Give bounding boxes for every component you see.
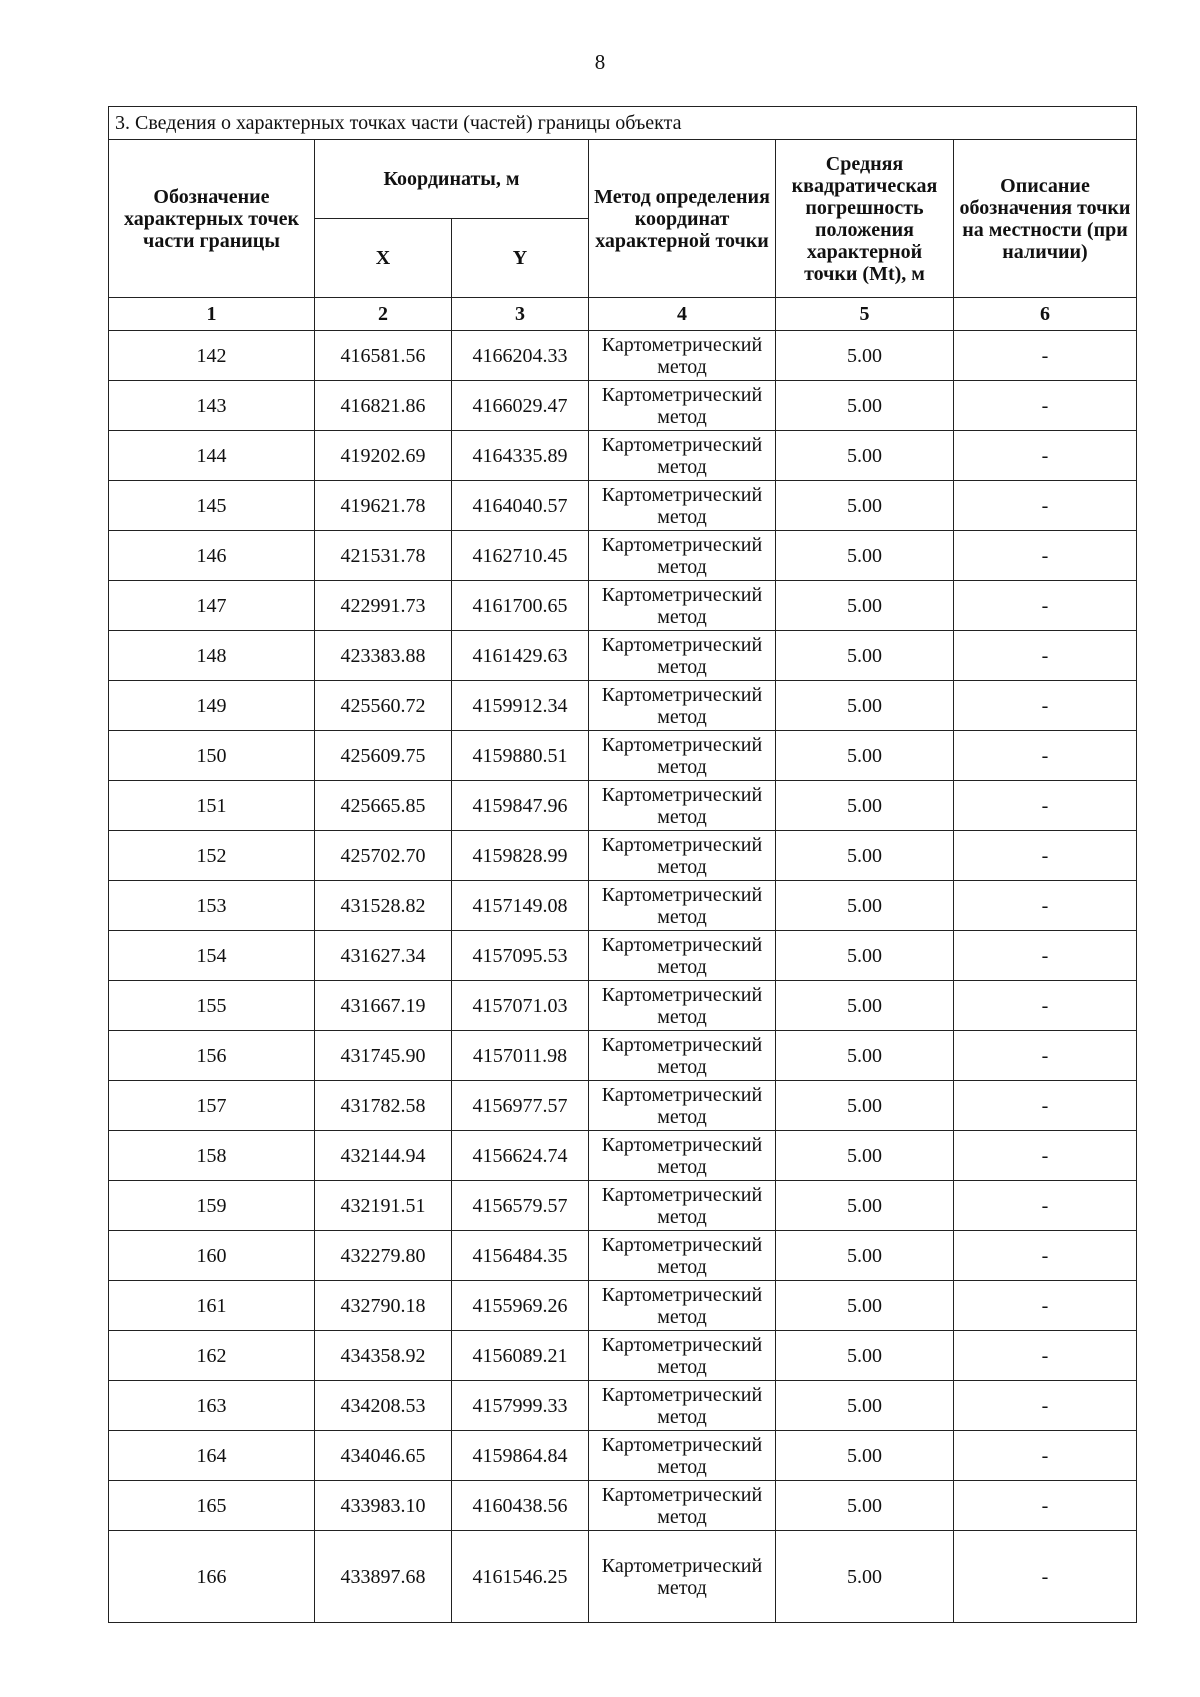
point-description: - <box>954 931 1137 981</box>
point-designation: 165 <box>109 1481 315 1531</box>
point-designation: 149 <box>109 681 315 731</box>
table-row <box>109 531 1137 581</box>
table-row <box>109 331 1137 381</box>
coordinate-y: 4156977.57 <box>452 1081 589 1131</box>
method-line-1: Картометрический <box>601 1554 763 1577</box>
coordinate-y: 4157999.33 <box>452 1381 589 1431</box>
point-description: - <box>954 531 1137 581</box>
method-cell <box>589 1081 776 1131</box>
point-designation: 156 <box>109 1031 315 1081</box>
mean-square-error: 5.00 <box>776 731 954 781</box>
method-line-1: Картометрический <box>601 1433 763 1456</box>
method-line-2: метод <box>657 1205 707 1228</box>
method-line-1: Картометрический <box>601 983 763 1006</box>
coordinate-y: 4156089.21 <box>452 1331 589 1381</box>
method-cell <box>589 1131 776 1181</box>
coordinate-y: 4159880.51 <box>452 731 589 781</box>
table-row <box>109 1031 1137 1081</box>
coordinate-x: 432191.51 <box>315 1181 452 1231</box>
method-cell <box>589 1031 776 1081</box>
method-line-2: метод <box>657 1055 707 1078</box>
method-line-2: метод <box>657 1405 707 1428</box>
point-description: - <box>954 881 1137 931</box>
mean-square-error: 5.00 <box>776 1081 954 1131</box>
coordinate-y: 4157149.08 <box>452 881 589 931</box>
method-line-2: метод <box>657 955 707 978</box>
coordinate-x: 433983.10 <box>315 1481 452 1531</box>
method-line-2: метод <box>657 805 707 828</box>
table-row <box>109 481 1137 531</box>
method-line-1: Картометрический <box>601 1483 763 1506</box>
mean-square-error: 5.00 <box>776 1131 954 1181</box>
method-line-2: метод <box>657 505 707 528</box>
mean-square-error: 5.00 <box>776 581 954 631</box>
method-line-2: метод <box>657 755 707 778</box>
method-line-2: метод <box>657 405 707 428</box>
method-cell <box>589 481 776 531</box>
method-line-1: Картометрический <box>601 1383 763 1406</box>
method-cell <box>589 731 776 781</box>
point-designation: 147 <box>109 581 315 631</box>
coordinate-x: 432790.18 <box>315 1281 452 1331</box>
point-designation: 163 <box>109 1381 315 1431</box>
point-designation: 154 <box>109 931 315 981</box>
coordinate-x: 416581.56 <box>315 331 452 381</box>
coordinate-y: 4157011.98 <box>452 1031 589 1081</box>
coordinate-y: 4161546.25 <box>452 1531 589 1623</box>
mean-square-error: 5.00 <box>776 1231 954 1281</box>
point-description: - <box>954 981 1137 1031</box>
table-row <box>109 1281 1137 1331</box>
coordinate-x: 432144.94 <box>315 1131 452 1181</box>
method-line-1: Картометрический <box>601 1233 763 1256</box>
point-description: - <box>954 1181 1137 1231</box>
point-designation: 151 <box>109 781 315 831</box>
column-number: 2 <box>315 298 452 331</box>
method-line-2: метод <box>657 705 707 728</box>
mean-square-error: 5.00 <box>776 831 954 881</box>
coordinate-x: 431745.90 <box>315 1031 452 1081</box>
method-line-2: метод <box>657 1455 707 1478</box>
table-row <box>109 981 1137 1031</box>
coordinate-y: 4155969.26 <box>452 1281 589 1331</box>
table-row <box>109 731 1137 781</box>
mean-square-error: 5.00 <box>776 531 954 581</box>
point-designation: 152 <box>109 831 315 881</box>
coordinate-y: 4156484.35 <box>452 1231 589 1281</box>
point-designation: 145 <box>109 481 315 531</box>
table-row <box>109 781 1137 831</box>
method-line-2: метод <box>657 1305 707 1328</box>
method-line-2: метод <box>657 355 707 378</box>
table-row <box>109 1181 1137 1231</box>
mean-square-error: 5.00 <box>776 1481 954 1531</box>
table-row <box>109 931 1137 981</box>
method-line-2: метод <box>657 855 707 878</box>
header-description: Описание обозначения точки на местности (при наличии) <box>954 140 1137 298</box>
point-description: - <box>954 1481 1137 1531</box>
point-designation: 161 <box>109 1281 315 1331</box>
mean-square-error: 5.00 <box>776 681 954 731</box>
table-row <box>109 681 1137 731</box>
mean-square-error: 5.00 <box>776 631 954 681</box>
mean-square-error: 5.00 <box>776 1031 954 1081</box>
table-row <box>109 881 1137 931</box>
method-line-1: Картометрический <box>601 383 763 406</box>
table-row <box>109 1531 1137 1623</box>
method-line-2: метод <box>657 1576 707 1599</box>
mean-square-error: 5.00 <box>776 1431 954 1481</box>
method-line-1: Картометрический <box>601 1133 763 1156</box>
mean-square-error: 5.00 <box>776 1281 954 1331</box>
mean-square-error: 5.00 <box>776 1381 954 1431</box>
method-line-1: Картометрический <box>601 433 763 456</box>
method-line-1: Картометрический <box>601 583 763 606</box>
coordinate-x: 425609.75 <box>315 731 452 781</box>
method-cell <box>589 781 776 831</box>
method-cell <box>589 1331 776 1381</box>
point-designation: 155 <box>109 981 315 1031</box>
method-line-1: Картометрический <box>601 333 763 356</box>
method-line-1: Картометрический <box>601 1033 763 1056</box>
column-number-row <box>109 298 1137 331</box>
mean-square-error: 5.00 <box>776 1181 954 1231</box>
coordinate-y: 4164335.89 <box>452 431 589 481</box>
method-line-2: метод <box>657 605 707 628</box>
coordinate-x: 431782.58 <box>315 1081 452 1131</box>
coordinate-y: 4159828.99 <box>452 831 589 881</box>
table-row <box>109 381 1137 431</box>
point-designation: 148 <box>109 631 315 681</box>
point-description: - <box>954 1281 1137 1331</box>
coordinate-y: 4160438.56 <box>452 1481 589 1531</box>
method-line-1: Картометрический <box>601 733 763 756</box>
table-row <box>109 1331 1137 1381</box>
method-line-2: метод <box>657 1505 707 1528</box>
coordinate-x: 434358.92 <box>315 1331 452 1381</box>
method-line-1: Картометрический <box>601 1333 763 1356</box>
coordinate-x: 425665.85 <box>315 781 452 831</box>
coordinate-x: 425702.70 <box>315 831 452 881</box>
coordinate-y: 4159864.84 <box>452 1431 589 1481</box>
method-cell <box>589 1231 776 1281</box>
method-cell <box>589 981 776 1031</box>
coordinate-y: 4159912.34 <box>452 681 589 731</box>
method-line-2: метод <box>657 1355 707 1378</box>
coordinate-x: 434208.53 <box>315 1381 452 1431</box>
table-row <box>109 831 1137 881</box>
header-error: Средняя квадратическая погрешность положения характерной точки (Mt), м <box>776 140 954 298</box>
method-cell <box>589 881 776 931</box>
table-row <box>109 1481 1137 1531</box>
coordinate-x: 431627.34 <box>315 931 452 981</box>
header-method: Метод определения координат характерной точки <box>589 140 776 298</box>
method-cell <box>589 1381 776 1431</box>
table-row <box>109 1081 1137 1131</box>
header-x: X <box>315 219 452 298</box>
method-cell <box>589 1281 776 1331</box>
point-description: - <box>954 1031 1137 1081</box>
point-description: - <box>954 1081 1137 1131</box>
coordinate-x: 425560.72 <box>315 681 452 731</box>
point-designation: 166 <box>109 1531 315 1623</box>
coordinate-x: 419202.69 <box>315 431 452 481</box>
mean-square-error: 5.00 <box>776 431 954 481</box>
coordinate-x: 422991.73 <box>315 581 452 631</box>
point-designation: 162 <box>109 1331 315 1381</box>
column-number: 3 <box>452 298 589 331</box>
table-row <box>109 1231 1137 1281</box>
page-number: 8 <box>594 50 606 74</box>
method-line-2: метод <box>657 655 707 678</box>
coordinate-y: 4161429.63 <box>452 631 589 681</box>
method-cell <box>589 1531 776 1623</box>
point-description: - <box>954 431 1137 481</box>
points-table <box>108 106 1137 1623</box>
point-description: - <box>954 1531 1137 1623</box>
method-line-1: Картометрический <box>601 683 763 706</box>
coordinate-x: 419621.78 <box>315 481 452 531</box>
coordinate-x: 431667.19 <box>315 981 452 1031</box>
method-line-1: Картометрический <box>601 783 763 806</box>
method-line-1: Картометрический <box>601 533 763 556</box>
method-cell <box>589 331 776 381</box>
coordinate-y: 4156624.74 <box>452 1131 589 1181</box>
method-line-1: Картометрический <box>601 933 763 956</box>
mean-square-error: 5.00 <box>776 981 954 1031</box>
point-designation: 153 <box>109 881 315 931</box>
point-designation: 160 <box>109 1231 315 1281</box>
method-line-2: метод <box>657 455 707 478</box>
point-description: - <box>954 681 1137 731</box>
method-line-1: Картометрический <box>601 1283 763 1306</box>
method-line-2: метод <box>657 1155 707 1178</box>
point-designation: 159 <box>109 1181 315 1231</box>
mean-square-error: 5.00 <box>776 931 954 981</box>
coordinate-y: 4157095.53 <box>452 931 589 981</box>
point-designation: 143 <box>109 381 315 431</box>
point-description: - <box>954 631 1137 681</box>
point-description: - <box>954 1231 1137 1281</box>
method-line-2: метод <box>657 1255 707 1278</box>
method-line-1: Картометрический <box>601 633 763 656</box>
table-row <box>109 1431 1137 1481</box>
coordinate-x: 433897.68 <box>315 1531 452 1623</box>
point-description: - <box>954 481 1137 531</box>
coordinate-y: 4157071.03 <box>452 981 589 1031</box>
header-designation: Обозначение характерных точек части границы <box>109 140 315 298</box>
mean-square-error: 5.00 <box>776 1531 954 1623</box>
coordinate-x: 431528.82 <box>315 881 452 931</box>
coordinate-x: 434046.65 <box>315 1431 452 1481</box>
point-description: - <box>954 1431 1137 1481</box>
method-cell <box>589 1481 776 1531</box>
table-row <box>109 1381 1137 1431</box>
coordinate-x: 432279.80 <box>315 1231 452 1281</box>
method-line-2: метод <box>657 1005 707 1028</box>
method-cell <box>589 581 776 631</box>
column-number: 4 <box>589 298 776 331</box>
column-number: 5 <box>776 298 954 331</box>
mean-square-error: 5.00 <box>776 1331 954 1381</box>
method-line-2: метод <box>657 555 707 578</box>
table-row <box>109 581 1137 631</box>
method-cell <box>589 931 776 981</box>
table-row <box>109 1131 1137 1181</box>
section-title: 3. Сведения о характерных точках части (частей) границы объекта <box>109 107 1137 140</box>
point-description: - <box>954 731 1137 781</box>
method-cell <box>589 381 776 431</box>
header-coordinates: Координаты, м <box>315 140 589 219</box>
table-row <box>109 631 1137 681</box>
header-y: Y <box>452 219 589 298</box>
method-cell <box>589 1431 776 1481</box>
coordinate-y: 4164040.57 <box>452 481 589 531</box>
point-description: - <box>954 581 1137 631</box>
column-number: 1 <box>109 298 315 331</box>
method-line-1: Картометрический <box>601 1183 763 1206</box>
point-designation: 150 <box>109 731 315 781</box>
method-line-2: метод <box>657 905 707 928</box>
method-cell <box>589 681 776 731</box>
mean-square-error: 5.00 <box>776 331 954 381</box>
point-description: - <box>954 331 1137 381</box>
mean-square-error: 5.00 <box>776 381 954 431</box>
point-description: - <box>954 831 1137 881</box>
coordinate-x: 421531.78 <box>315 531 452 581</box>
coordinate-y: 4156579.57 <box>452 1181 589 1231</box>
point-designation: 158 <box>109 1131 315 1181</box>
method-cell <box>589 531 776 581</box>
point-description: - <box>954 1381 1137 1431</box>
method-line-1: Картометрический <box>601 1083 763 1106</box>
coordinate-y: 4166029.47 <box>452 381 589 431</box>
coordinate-y: 4159847.96 <box>452 781 589 831</box>
coordinate-y: 4162710.45 <box>452 531 589 581</box>
point-description: - <box>954 1131 1137 1181</box>
point-description: - <box>954 381 1137 431</box>
coordinate-y: 4166204.33 <box>452 331 589 381</box>
table-row <box>109 431 1137 481</box>
coordinate-x: 423383.88 <box>315 631 452 681</box>
mean-square-error: 5.00 <box>776 781 954 831</box>
point-designation: 164 <box>109 1431 315 1481</box>
method-line-1: Картометрический <box>601 833 763 856</box>
method-cell <box>589 431 776 481</box>
point-designation: 146 <box>109 531 315 581</box>
point-designation: 144 <box>109 431 315 481</box>
coordinate-x: 416821.86 <box>315 381 452 431</box>
method-cell <box>589 631 776 681</box>
method-cell <box>589 1181 776 1231</box>
mean-square-error: 5.00 <box>776 881 954 931</box>
point-designation: 142 <box>109 331 315 381</box>
column-number: 6 <box>954 298 1137 331</box>
mean-square-error: 5.00 <box>776 481 954 531</box>
method-line-2: метод <box>657 1105 707 1128</box>
method-line-1: Картометрический <box>601 483 763 506</box>
point-designation: 157 <box>109 1081 315 1131</box>
point-description: - <box>954 1331 1137 1381</box>
method-line-1: Картометрический <box>601 883 763 906</box>
point-description: - <box>954 781 1137 831</box>
method-cell <box>589 831 776 881</box>
coordinate-y: 4161700.65 <box>452 581 589 631</box>
